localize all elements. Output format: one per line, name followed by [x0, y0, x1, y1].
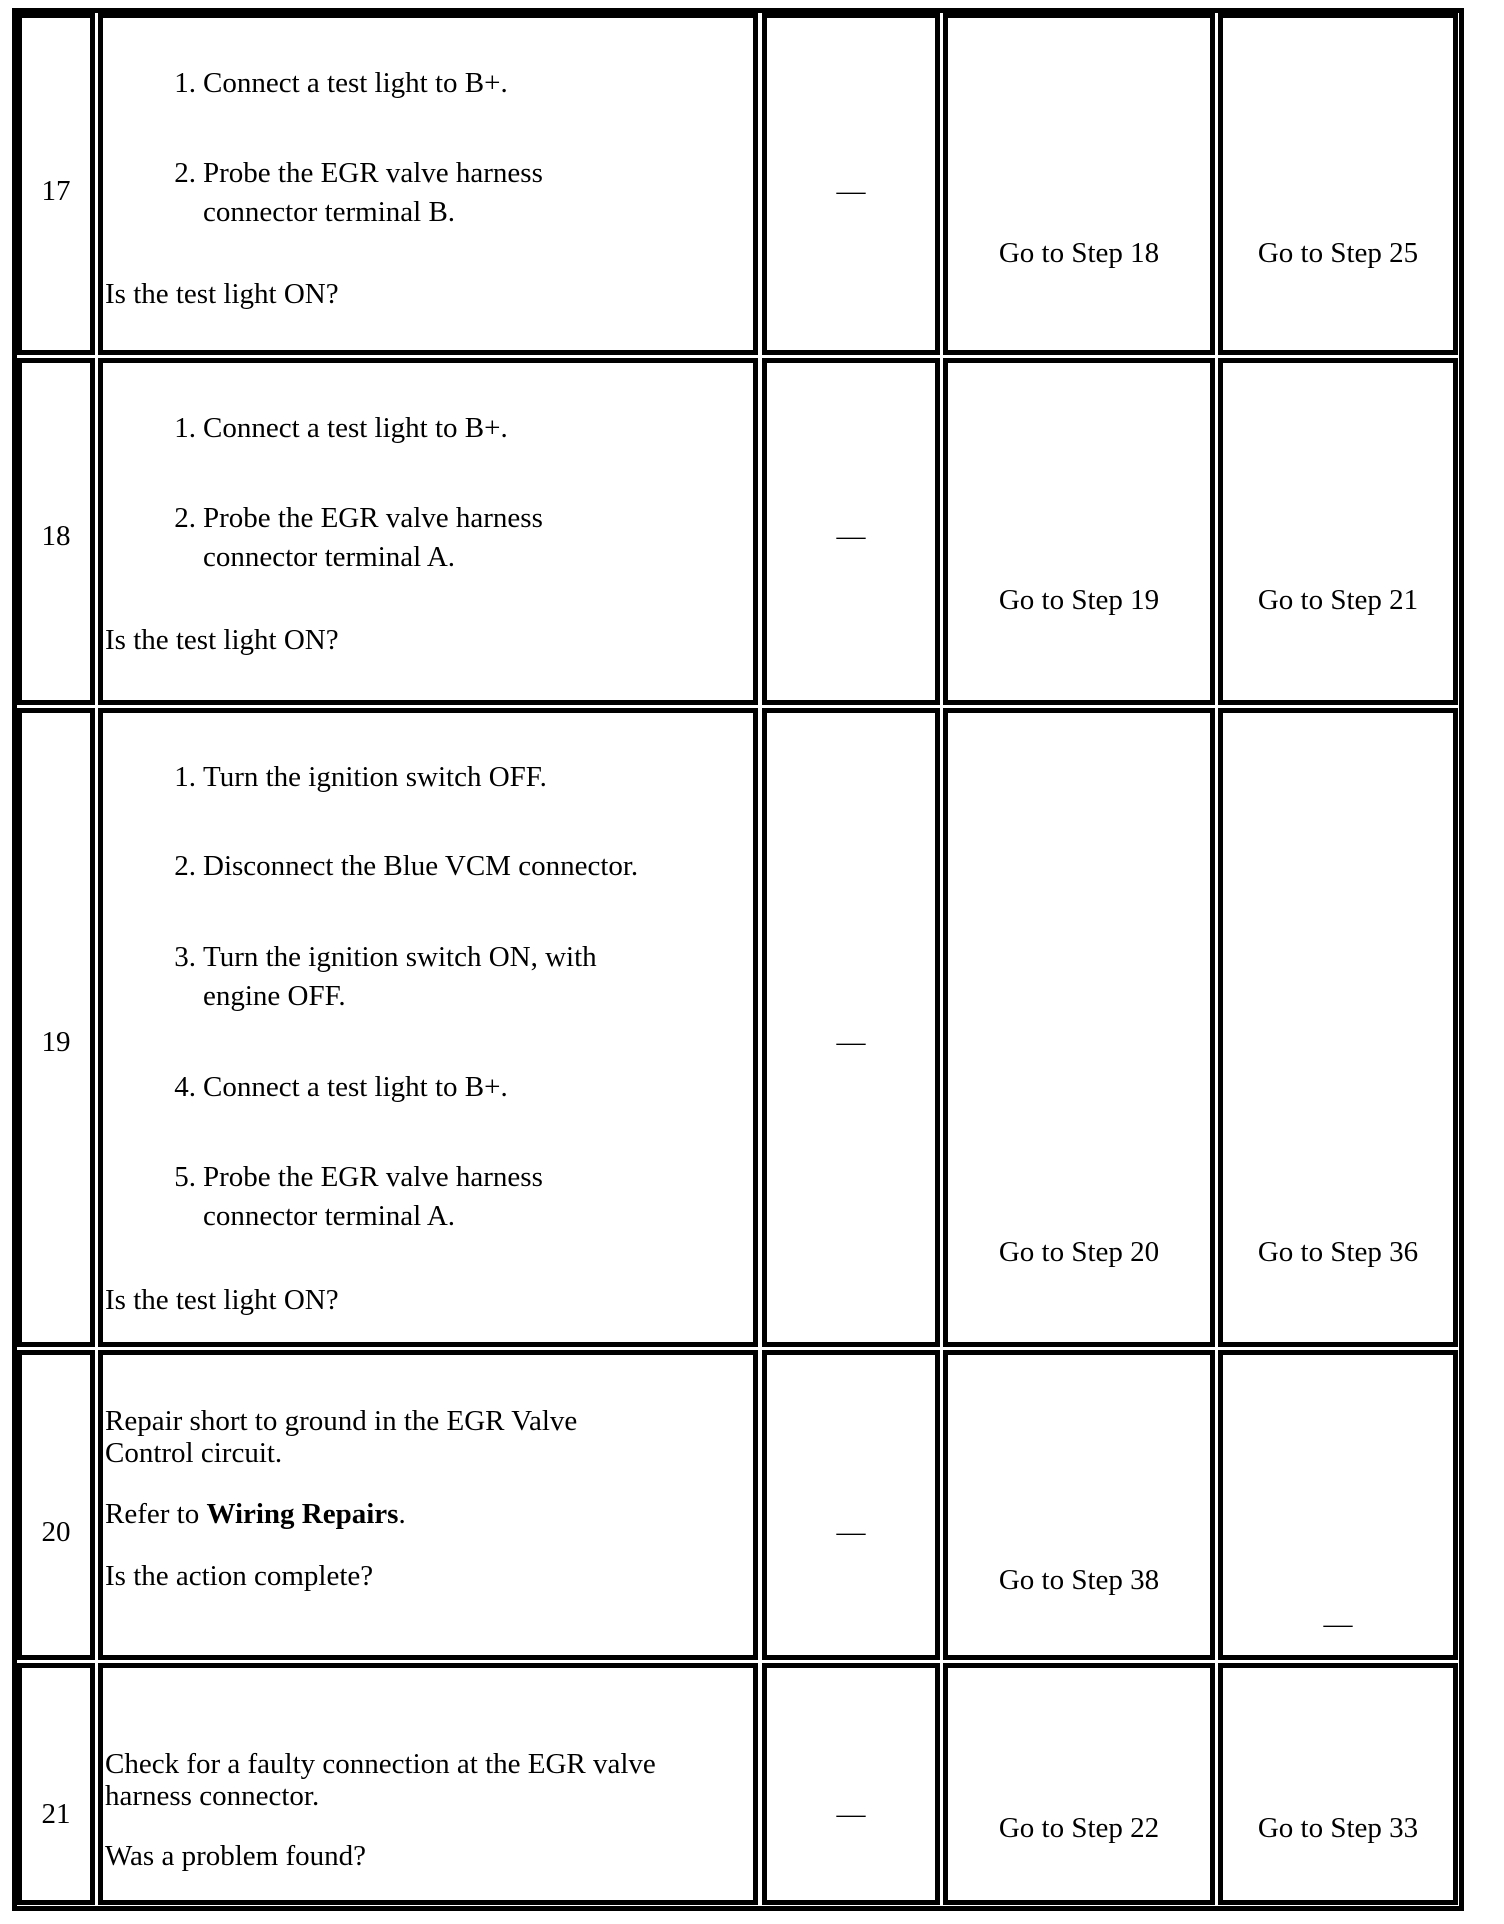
value-dash: — — [836, 1516, 866, 1548]
value-dash: — — [836, 1798, 866, 1830]
yes-cell — [943, 708, 1215, 1347]
value-cell — [762, 1663, 940, 1905]
yes-cell — [943, 13, 1215, 355]
yes-link[interactable]: Go to Step 22 — [998, 1812, 1160, 1844]
yes-link[interactable]: Go to Step 18 — [998, 237, 1160, 269]
step-cell — [17, 358, 95, 705]
value-cell — [762, 708, 940, 1347]
value-dash: — — [836, 520, 866, 552]
action-cell — [98, 708, 758, 1347]
list-text: connector terminal A. — [203, 541, 456, 573]
step-number: 21 — [41, 1798, 71, 1830]
yes-link[interactable]: Go to Step 19 — [998, 584, 1160, 616]
list-text: Connect a test light to B+. — [203, 412, 508, 444]
no-cell — [1218, 358, 1458, 705]
no-cell — [1218, 1663, 1458, 1905]
list-number: 1. — [174, 67, 196, 99]
question-text: Is the action complete? — [105, 1560, 374, 1592]
action-cell — [98, 1663, 758, 1905]
list-text: Turn the ignition switch OFF. — [203, 761, 547, 793]
action-text: Check for a faulty connection at the EGR valve — [105, 1748, 656, 1780]
no-cell — [1218, 13, 1458, 355]
question-text: Is the test light ON? — [105, 278, 339, 310]
list-number: 1. — [174, 412, 196, 444]
value-dash: — — [836, 1026, 866, 1058]
action-cell — [98, 1350, 758, 1660]
refer-prefix: Refer to — [105, 1498, 207, 1530]
value-cell — [762, 13, 940, 355]
step-number: 17 — [41, 175, 71, 207]
no-link[interactable]: Go to Step 25 — [1257, 237, 1419, 269]
step-number: 19 — [41, 1026, 71, 1058]
step-number: 20 — [41, 1516, 71, 1548]
action-cell — [98, 13, 758, 355]
step-cell — [17, 708, 95, 1347]
yes-cell — [943, 1350, 1215, 1660]
step-cell — [17, 1663, 95, 1905]
list-text: Turn the ignition switch ON, with — [203, 941, 597, 973]
no-link[interactable]: Go to Step 36 — [1257, 1236, 1419, 1268]
list-number: 1. — [174, 761, 196, 793]
yes-cell — [943, 358, 1215, 705]
no-link[interactable]: Go to Step 21 — [1257, 584, 1419, 616]
yes-cell — [943, 1663, 1215, 1905]
no-cell — [1218, 1350, 1458, 1660]
step-cell — [17, 1350, 95, 1660]
list-number: 5. — [174, 1161, 196, 1193]
question-text: Is the test light ON? — [105, 624, 339, 656]
action-text: Control circuit. — [105, 1437, 283, 1469]
list-text: Probe the EGR valve harness — [203, 1161, 543, 1193]
action-text: harness connector. — [105, 1780, 320, 1812]
list-text: Connect a test light to B+. — [203, 1071, 508, 1103]
list-number: 2. — [174, 850, 196, 882]
list-number: 3. — [174, 941, 196, 973]
question-text: Is the test light ON? — [105, 1284, 339, 1316]
yes-link[interactable]: Go to Step 20 — [998, 1236, 1160, 1268]
list-text: connector terminal A. — [203, 1200, 456, 1232]
list-text: engine OFF. — [203, 980, 346, 1012]
no-value-dash: — — [1323, 1608, 1353, 1640]
list-number: 4. — [174, 1071, 196, 1103]
list-text: Connect a test light to B+. — [203, 67, 508, 99]
action-cell — [98, 358, 758, 705]
value-cell — [762, 358, 940, 705]
yes-link[interactable]: Go to Step 38 — [998, 1564, 1160, 1596]
list-number: 2. — [174, 157, 196, 189]
no-link[interactable]: Go to Step 33 — [1257, 1812, 1419, 1844]
refer-suffix: . — [398, 1498, 406, 1530]
no-cell — [1218, 708, 1458, 1347]
action-text: Repair short to ground in the EGR Valve — [105, 1405, 578, 1437]
question-text: Was a problem found? — [105, 1840, 366, 1872]
list-text: Probe the EGR valve harness — [203, 502, 543, 534]
list-text: connector terminal B. — [203, 196, 456, 228]
step-cell — [17, 13, 95, 355]
step-number: 18 — [41, 520, 71, 552]
wiring-repairs-link[interactable]: Wiring Repairs — [206, 1498, 399, 1530]
list-text: Disconnect the Blue VCM connector. — [203, 850, 639, 882]
list-text: Probe the EGR valve harness — [203, 157, 543, 189]
value-cell — [762, 1350, 940, 1660]
value-dash: — — [836, 175, 866, 207]
list-number: 2. — [174, 502, 196, 534]
refer-text — [105, 1495, 406, 1533]
